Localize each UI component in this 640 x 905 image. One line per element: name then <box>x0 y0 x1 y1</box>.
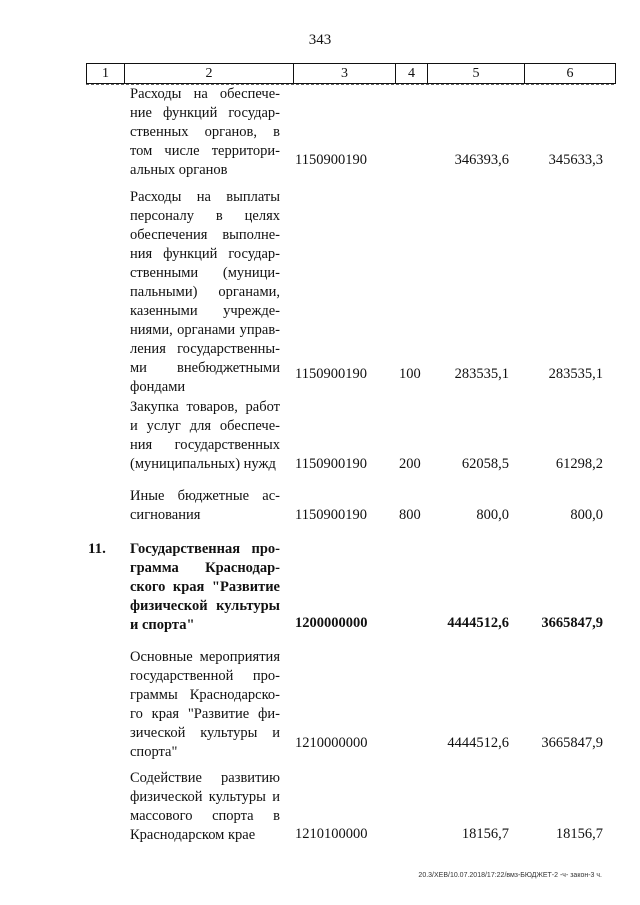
header-col-3: 3 <box>294 64 396 83</box>
row-vr: 200 <box>399 456 421 472</box>
row-value-col5: 62058,5 <box>461 456 509 472</box>
row-value-col6: 345633,3 <box>548 152 603 168</box>
row-vr: 800 <box>399 507 421 523</box>
row-name: Расходы на обеспече-ние функций государ-ственных органов, в том числе территори-альных органов <box>130 86 280 178</box>
row-value-col6: 61298,2 <box>555 456 603 472</box>
row-name: Иные бюджетные ас-сигнования <box>130 488 280 523</box>
page-number: 343 <box>308 32 332 48</box>
row-value-col6: 3665847,9 <box>541 615 603 631</box>
row-vr: 100 <box>399 366 421 382</box>
row-csr: 1150900190 <box>295 456 367 472</box>
row-name: Государственная про-грамма Краснодар-ского края "Развитие физической культуры и спорта" <box>130 541 280 633</box>
row-value-col6: 3665847,9 <box>541 735 603 751</box>
row-name: Расходы на выплаты персоналу в целях обеспечения выполне-ния функций государ-ственными (муници-пальными) органами, казенными учрежде-ниями, органами управ-ления государственны-ми внебюджетными фондами <box>130 189 280 395</box>
table-header <box>86 63 616 84</box>
table-row <box>0 188 640 395</box>
header-col-1: 1 <box>87 64 125 83</box>
table-row <box>0 86 640 178</box>
row-value-col5: 800,0 <box>476 507 509 523</box>
row-value-col5: 346393,6 <box>454 152 509 168</box>
row-csr: 1150900190 <box>295 366 367 382</box>
row-value-col5: 18156,7 <box>461 826 509 842</box>
table-row <box>0 487 640 525</box>
header-col-5: 5 <box>428 64 525 83</box>
row-name: Закупка товаров, работ и услуг для обеспече-ния государственных (муниципальных) нужд <box>130 399 280 472</box>
row-value-col6: 800,0 <box>570 507 603 523</box>
row-csr: 1200000000 <box>295 615 368 631</box>
table-row <box>0 649 640 760</box>
row-csr: 1150900190 <box>295 152 367 168</box>
header-col-4: 4 <box>396 64 428 83</box>
row-name: Основные мероприятия государственной про-граммы Краснодарско-го края "Развитие фи-зической культуры и спорта" <box>130 649 280 760</box>
row-value-col6: 283535,1 <box>548 366 603 382</box>
table-row <box>0 400 640 474</box>
row-value-col5: 4444512,6 <box>447 735 509 751</box>
row-name: Содействие развитию физической культуры и массового спорта в Краснодарском крае <box>130 770 280 843</box>
row-value-col5: 283535,1 <box>454 366 509 382</box>
row-value-col6: 18156,7 <box>555 826 603 842</box>
header-col-2: 2 <box>125 64 294 83</box>
row-number: 11. <box>88 541 106 557</box>
row-csr: 1210100000 <box>295 826 368 842</box>
row-csr: 1150900190 <box>295 507 367 523</box>
table-row <box>0 770 640 844</box>
row-csr: 1210000000 <box>295 735 368 751</box>
table-row <box>0 540 640 633</box>
row-value-col5: 4444512,6 <box>447 615 509 631</box>
footer-note: 20.3/ХЕВ/10.07.2018/17:22/вмз-БЮДЖЕТ-2 -ч- закон-3 ч. <box>418 872 602 879</box>
header-col-6: 6 <box>566 66 574 81</box>
